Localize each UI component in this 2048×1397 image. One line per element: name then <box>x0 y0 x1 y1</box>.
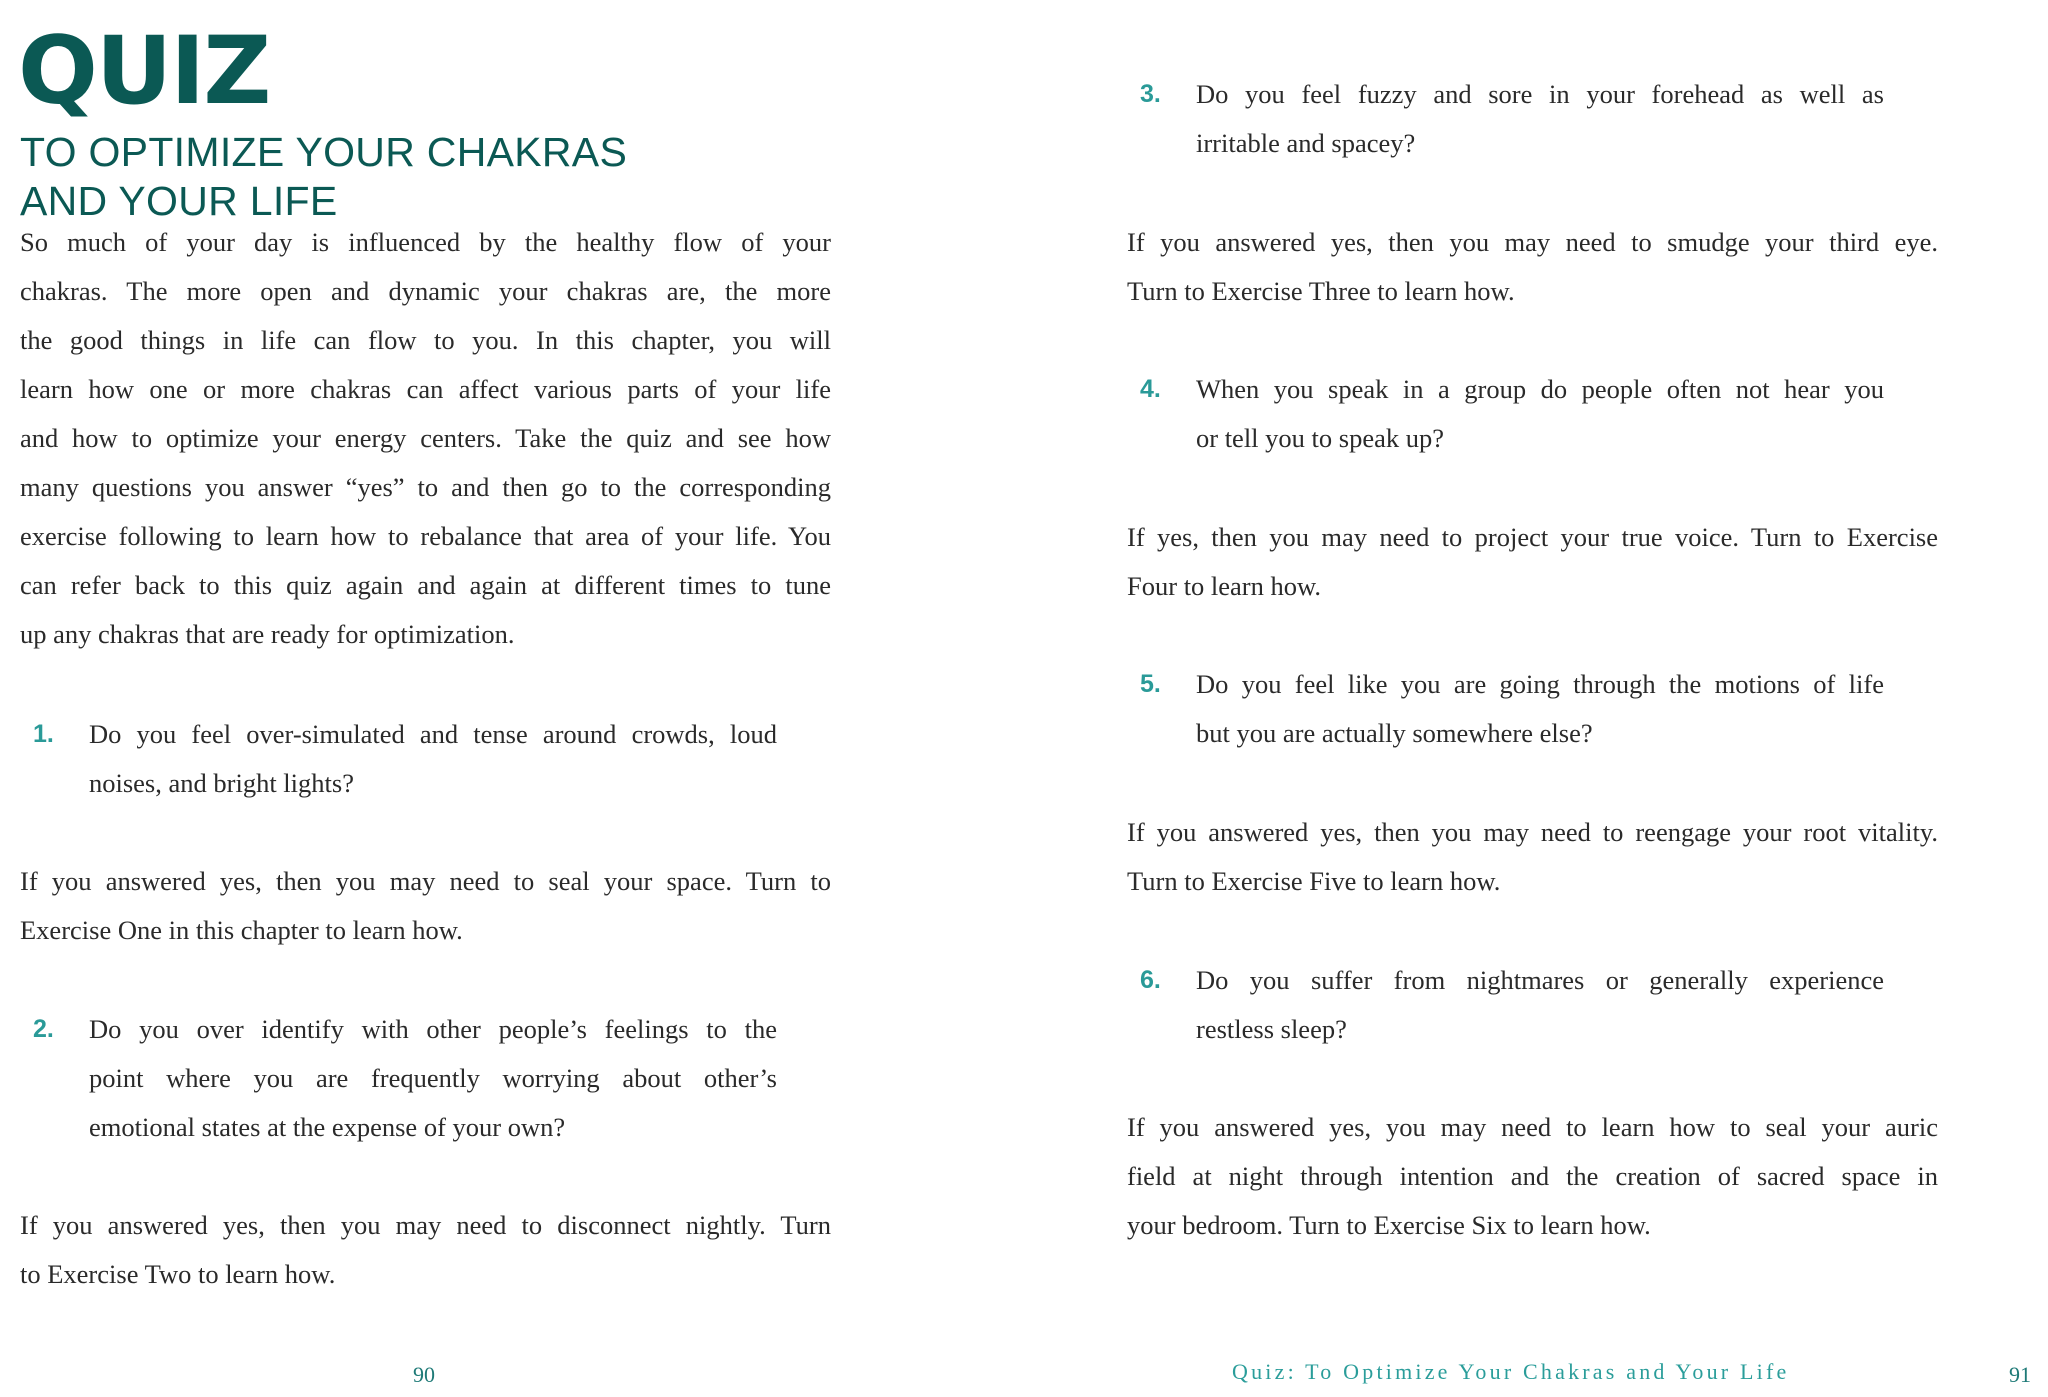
text-line: Four to learn how. <box>1127 571 1322 601</box>
text-line: If you answered yes, then you may need to smudge your third eye. <box>1127 227 1938 257</box>
question-1 <box>89 710 777 808</box>
text-line: or tell you to speak up? <box>1196 423 1445 453</box>
text-line: and how to optimize your energy centers. Take the quiz and see how <box>20 423 831 453</box>
answer-5 <box>1127 808 1938 906</box>
question-number: 5. <box>1140 670 1161 698</box>
question-number: 3. <box>1140 80 1161 108</box>
text-line: the good things in life can flow to you. In this chapter, you will <box>20 325 831 355</box>
text-line: to Exercise Two to learn how. <box>20 1259 336 1289</box>
answer-1 <box>20 857 831 955</box>
text-line: Do you feel like you are going through the motions of life <box>1196 669 1884 699</box>
subtitle-line-2: AND YOUR LIFE <box>20 178 338 224</box>
text-line: Turn to Exercise Five to learn how. <box>1127 866 1501 896</box>
text-line: restless sleep? <box>1196 1014 1347 1044</box>
page-number-right: 91 <box>2009 1362 2031 1387</box>
text-line: exercise following to learn how to rebalance that area of your life. You <box>20 521 831 551</box>
text-line: When you speak in a group do people often not hear you <box>1196 374 1884 404</box>
text-line: learn how one or more chakras can affect various parts of your life <box>20 374 831 404</box>
page-number-left: 90 <box>413 1362 435 1387</box>
text-line: Do you over identify with other people’s feelings to the <box>89 1014 777 1044</box>
text-line: Exercise One in this chapter to learn how. <box>20 915 463 945</box>
text-line: If you answered yes, you may need to learn how to seal your auric <box>1127 1112 1938 1142</box>
text-line: emotional states at the expense of your own? <box>89 1112 566 1142</box>
text-line: irritable and spacey? <box>1196 128 1416 158</box>
text-line: Do you feel fuzzy and sore in your forehead as well as <box>1196 79 1884 109</box>
text-line: point where you are frequently worrying about other’s <box>89 1063 777 1093</box>
question-6 <box>1196 956 1884 1054</box>
subtitle-line-1: TO OPTIMIZE YOUR CHAKRAS <box>20 129 628 175</box>
text-line: Do you suffer from nightmares or generally experience <box>1196 965 1884 995</box>
question-number: 2. <box>33 1015 54 1043</box>
text-line: many questions you answer “yes” to and then go to the corresponding <box>20 472 831 502</box>
question-3 <box>1196 70 1884 168</box>
text-line: noises, and bright lights? <box>89 768 354 798</box>
running-title: Quiz: To Optimize Your Chakras and Your Life <box>1232 1359 1790 1384</box>
question-4 <box>1196 365 1884 463</box>
right-page <box>1024 0 2048 1397</box>
text-line: chakras. The more open and dynamic your chakras are, the more <box>20 276 831 306</box>
text-line: If you answered yes, then you may need to seal your space. Turn to <box>20 866 831 896</box>
answer-6 <box>1127 1103 1938 1250</box>
answer-2 <box>20 1201 831 1299</box>
text-line: field at night through intention and the creation of sacred space in <box>1127 1161 1938 1191</box>
text-line: but you are actually somewhere else? <box>1196 718 1593 748</box>
answer-3 <box>1127 218 1938 316</box>
question-number: 1. <box>33 720 54 748</box>
text-line: Do you feel over-simulated and tense around crowds, loud <box>89 719 777 749</box>
answer-4 <box>1127 513 1938 611</box>
question-5 <box>1196 660 1884 758</box>
text-line: If yes, then you may need to project your true voice. Turn to Exercise <box>1127 522 1938 552</box>
question-number: 6. <box>1140 966 1161 994</box>
text-line: So much of your day is influenced by the healthy flow of your <box>20 227 831 257</box>
text-line: your bedroom. Turn to Exercise Six to learn how. <box>1127 1210 1651 1240</box>
text-line: If you answered yes, then you may need to disconnect nightly. Turn <box>20 1210 831 1240</box>
text-line: can refer back to this quiz again and again at different times to tune <box>20 570 831 600</box>
question-2 <box>89 1005 777 1152</box>
intro-paragraph <box>20 218 831 659</box>
text-line: Turn to Exercise Three to learn how. <box>1127 276 1515 306</box>
text-line: If you answered yes, then you may need to reengage your root vitality. <box>1127 817 1938 847</box>
question-number: 4. <box>1140 375 1161 403</box>
text-line: up any chakras that are ready for optimization. <box>20 619 515 649</box>
quiz-title: QUIZ <box>18 17 270 126</box>
